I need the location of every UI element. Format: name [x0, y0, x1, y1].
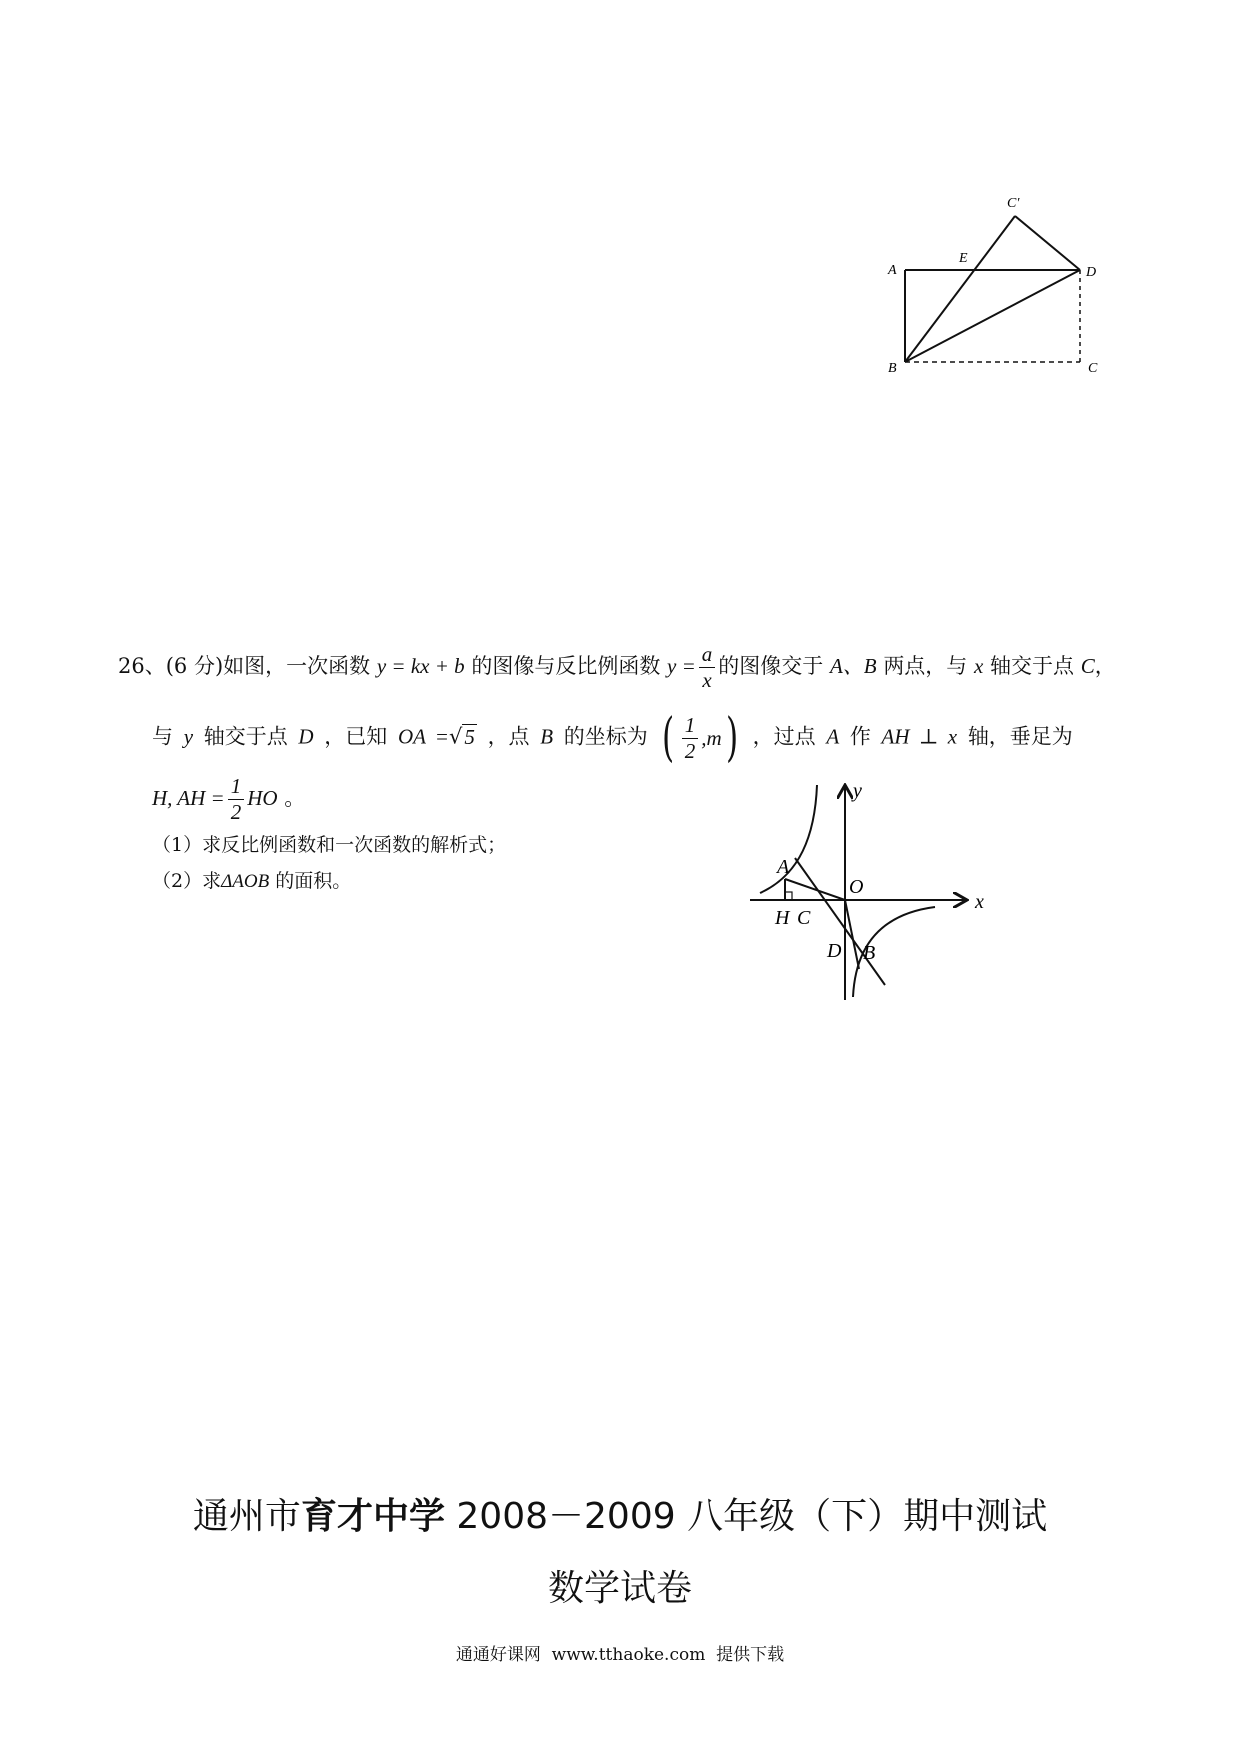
question-score: (6 分) — [165, 654, 224, 678]
segment-ao — [785, 879, 845, 900]
label-c-prime: C′ — [1007, 196, 1020, 211]
exam-title: 通州市育才中学 2008－2009 八年级（下）期中测试 — [192, 1496, 1048, 1537]
linear-equation: y = kx + b — [376, 654, 465, 678]
segment-ob — [845, 900, 859, 969]
label-b: B — [888, 361, 897, 376]
label-b: B — [863, 942, 876, 964]
fraction-a-over-x: $\frac{a}{x}$ — [699, 644, 716, 691]
exam-subtitle: 数学试卷 — [547, 1568, 692, 1609]
question-number: 26、 — [118, 654, 166, 678]
label-c: C — [1088, 361, 1098, 376]
coordinate-b: ( $\frac{1}{2}$ ,m ) — [662, 708, 738, 768]
label-c: C — [797, 907, 811, 929]
label-d: D — [1086, 265, 1097, 280]
label-y: y — [853, 780, 862, 802]
sqrt-five: 5 — [464, 724, 475, 749]
question-26-line-3: H, AH = $\frac{1}{2}$ HO 。 — [152, 774, 306, 824]
question-26-line-1: 26、(6 分)如图，一次函数 y = kx + b 的图像与反比例函数 y = $\frac{a}{x}$ 的图像交于 A、B 两点，与 x 轴交于点 C， — [118, 642, 1116, 692]
footer-credit: 通通好课网 www.tthaoke.com 提供下载 — [455, 1645, 785, 1665]
label-x: x — [975, 891, 984, 913]
question-26-line-2: 与 y 轴交于点 D ，已知 OA =√5 ，点 B 的坐标为 ( $\frac{1}{2}$ ,m ) ，过点 A 作 AH ⊥ x 轴，垂足为 — [152, 708, 1073, 768]
label-d: D — [827, 940, 842, 962]
label-e: E — [959, 251, 968, 266]
label-a: A — [888, 263, 897, 278]
label-a: A — [777, 856, 790, 878]
school-name-bold: 育才中学 — [300, 1496, 445, 1537]
fold-figure — [870, 190, 1120, 390]
fraction-one-half: $\frac{1}{2}$ — [228, 776, 245, 823]
right-angle-mark — [785, 892, 792, 900]
function-graph-figure — [745, 775, 1005, 1005]
label-o: O — [849, 876, 864, 898]
label-h: H — [775, 907, 790, 929]
sub-question-2: （2）求ΔAOB 的面积。 — [152, 870, 352, 892]
sub-question-1: （1）求反比例函数和一次函数的解析式； — [152, 834, 507, 856]
